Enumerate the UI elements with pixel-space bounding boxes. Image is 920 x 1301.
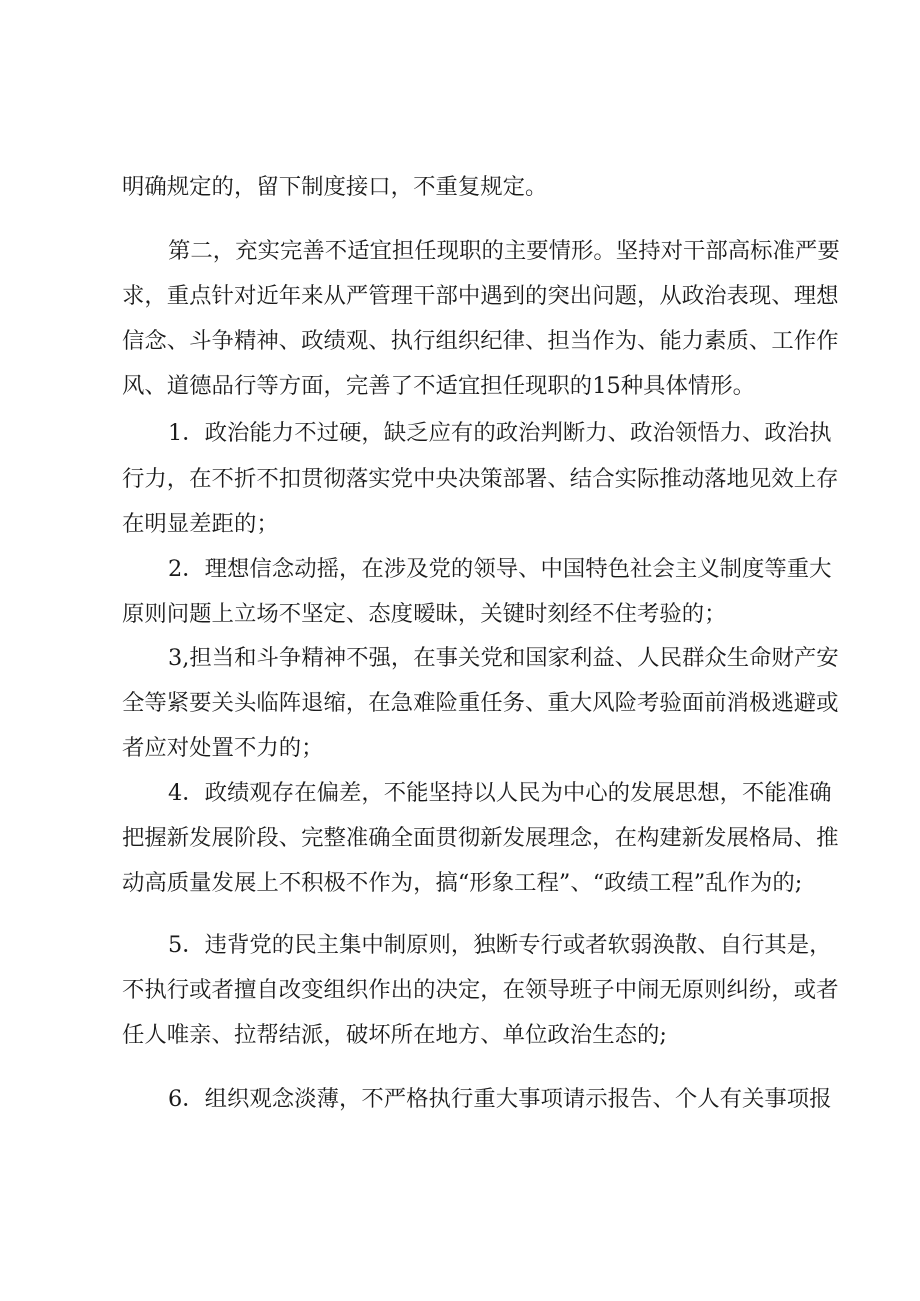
text-line: 4．政绩观存在偏差，不能坚持以人民为中心的发展思想，不能准确 bbox=[168, 780, 832, 806]
text-line: 动高质量发展上不积极不作为，搞“形象工程”、“政绩工程”乱作为的; bbox=[122, 870, 803, 896]
text-line: 者应对处置不力的； bbox=[122, 735, 324, 761]
text-line: 信念、斗争精神、政绩观、执行组织纪律、担当作为、能力素质、工作作 bbox=[122, 328, 839, 354]
text-line: 行力，在不折不扣贯彻落实党中央决策部署、结合实际推动落地见效上存 bbox=[122, 466, 839, 492]
text-line: 风、道德品行等方面，完善了不适宜担任现职的15种具体情形。 bbox=[122, 373, 756, 399]
text-line: 5．违背党的民主集中制原则，独断专行或者软弱涣散、自行其是， bbox=[168, 932, 832, 958]
text-line: 1．政治能力不过硬，缺乏应有的政治判断力、政治领悟力、政治执 bbox=[168, 420, 832, 446]
text-line: 第二，充实完善不适宜担任现职的主要情形。坚持对干部高标准严要 bbox=[168, 238, 840, 264]
text-line: 求，重点针对近年来从严管理干部中遇到的突出问题，从政治表现、理想 bbox=[122, 283, 839, 309]
text-line: 把握新发展阶段、完整准确全面贯彻新发展理念，在构建新发展格局、推 bbox=[122, 825, 839, 851]
text-line: 原则问题上立场不坚定、态度暧昧，关键时刻经不住考验的； bbox=[122, 601, 727, 627]
text-line: 在明显差距的； bbox=[122, 511, 279, 537]
text-line: 2．理想信念动摇，在涉及党的领导、中国特色社会主义制度等重大 bbox=[168, 556, 832, 582]
text-line: 3,担当和斗争精神不强，在事关党和国家利益、人民群众生命财产安 bbox=[168, 645, 839, 671]
text-line: 明确规定的，留下制度接口，不重复规定。 bbox=[122, 174, 548, 200]
text-line: 不执行或者擅自改变组织作出的决定，在领导班子中闹无原则纠纷，或者 bbox=[122, 977, 839, 1003]
text-line: 全等紧要关头临阵退缩，在急难险重任务、重大风险考验面前消极逃避或 bbox=[122, 690, 839, 716]
text-line: 6．组织观念淡薄，不严格执行重大事项请示报告、个人有关事项报 bbox=[168, 1086, 832, 1112]
text-line: 任人唯亲、拉帮结派，破坏所在地方、单位政治生态的; bbox=[122, 1022, 667, 1048]
